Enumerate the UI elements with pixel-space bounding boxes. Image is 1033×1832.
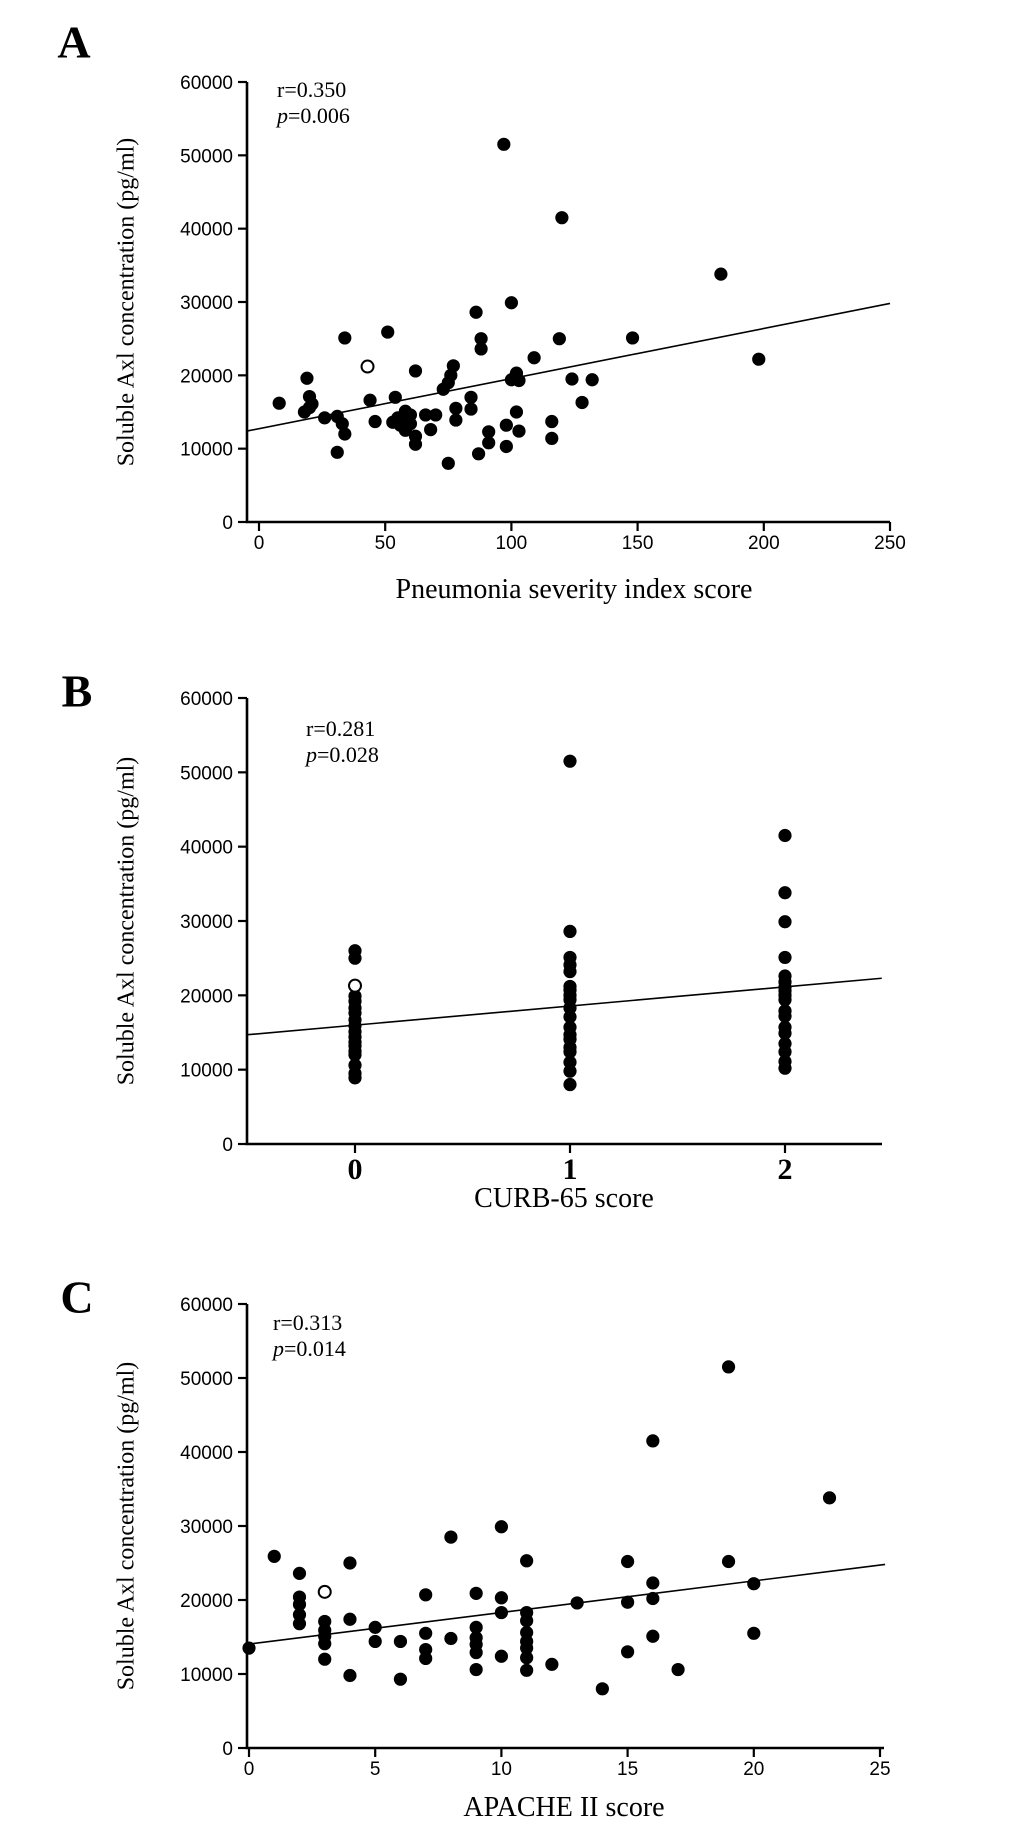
correlation-annotation-b [306, 716, 379, 768]
data-point [571, 1596, 584, 1609]
data-point [747, 1627, 760, 1640]
data-point [495, 1520, 508, 1533]
data-point [470, 1663, 483, 1676]
data-point [338, 427, 351, 440]
trend-line [247, 303, 890, 431]
data-point [409, 438, 422, 451]
data-point [563, 1078, 576, 1091]
p-value-c: p=0.014 [273, 1336, 346, 1361]
data-point [343, 1669, 356, 1682]
data-point [505, 296, 518, 309]
trend-line [246, 1564, 885, 1644]
y-axis-title-c: Soluble Axl concentration (pg/ml) [113, 1361, 140, 1691]
data-point [823, 1491, 836, 1504]
data-point [419, 1627, 432, 1640]
data-point [563, 755, 576, 768]
data-point [520, 1664, 533, 1677]
correlation-annotation-a [277, 77, 350, 129]
data-point [449, 413, 462, 426]
x-axis-tick-label: 25 [869, 1759, 891, 1780]
data-point [621, 1555, 634, 1568]
x-axis-tick-label: 0 [253, 533, 265, 554]
x-axis-tick-label: 250 [874, 533, 906, 554]
x-axis-tick-label: 200 [747, 533, 780, 554]
p-value-a: p=0.006 [277, 103, 350, 128]
data-point [778, 1062, 791, 1075]
x-axis-tick-label: 1 [562, 1153, 578, 1186]
data-point [646, 1576, 659, 1589]
data-point [545, 415, 558, 428]
data-point [419, 1652, 432, 1665]
y-axis-tick-label: 20000 [180, 1591, 233, 1612]
data-point [495, 1650, 508, 1663]
data-point [520, 1651, 533, 1664]
y-axis-tick-label: 30000 [180, 1517, 233, 1538]
data-point [381, 325, 394, 338]
data-point [331, 446, 344, 459]
data-point [369, 1635, 382, 1648]
y-axis-tick-label: 0 [222, 1739, 233, 1760]
data-point [348, 1071, 361, 1084]
x-axis-tick-label: 20 [743, 1759, 765, 1780]
data-point [722, 1555, 735, 1568]
y-axis-tick-label: 10000 [180, 1665, 233, 1686]
data-point [646, 1434, 659, 1447]
r-value-a: r=0.350 [277, 77, 347, 102]
data-point [273, 397, 286, 410]
data-point [363, 394, 376, 407]
data-point [472, 447, 485, 460]
y-axis-tick-label: 30000 [180, 293, 233, 314]
y-axis-tick-label: 60000 [180, 1295, 233, 1316]
data-point [528, 351, 541, 364]
data-point [369, 1621, 382, 1634]
data-point [429, 408, 442, 421]
data-point [497, 138, 510, 151]
data-point [495, 1606, 508, 1619]
y-axis-tick-label: 60000 [180, 689, 233, 710]
x-axis-tick-label: 5 [369, 1759, 381, 1780]
data-point [464, 391, 477, 404]
data-point [778, 951, 791, 964]
data-point [565, 372, 578, 385]
data-point [419, 1588, 432, 1601]
data-point [444, 1531, 457, 1544]
data-point [369, 415, 382, 428]
data-point [646, 1630, 659, 1643]
data-point [621, 1596, 634, 1609]
open-data-point [319, 1586, 331, 1598]
data-point [469, 306, 482, 319]
data-point [722, 1360, 735, 1373]
data-point [318, 1653, 331, 1666]
r-value-c: r=0.313 [273, 1310, 343, 1335]
x-axis-tick-label: 10 [490, 1759, 512, 1780]
data-point [563, 925, 576, 938]
panel-label-b: B [61, 665, 93, 717]
data-point [495, 1591, 508, 1604]
y-axis-tick-label: 40000 [180, 219, 233, 241]
data-point [409, 364, 422, 377]
y-axis-title-a: Soluble Axl concentration (pg/ml) [113, 137, 140, 467]
data-point [343, 1556, 356, 1569]
x-axis-title-b: CURB-65 score [474, 1183, 654, 1214]
y-axis-tick-label: 50000 [180, 1369, 233, 1390]
data-point [563, 1065, 576, 1078]
data-point [545, 1658, 558, 1671]
data-point [671, 1663, 684, 1676]
y-axis-tick-label: 10000 [180, 1060, 233, 1082]
r-value-b: r=0.281 [306, 716, 376, 741]
data-point [778, 886, 791, 899]
x-axis-tick-label: 15 [617, 1759, 639, 1780]
data-point [520, 1554, 533, 1567]
panel-label-c: C [60, 1271, 94, 1323]
open-data-point [362, 361, 374, 373]
data-point [242, 1642, 255, 1655]
data-point [293, 1567, 306, 1580]
data-point [464, 402, 477, 415]
data-point [300, 372, 313, 385]
y-axis-tick-label: 0 [222, 1135, 233, 1156]
data-point [318, 411, 331, 424]
x-axis-tick-label: 50 [374, 533, 396, 554]
data-point [293, 1617, 306, 1630]
data-point [555, 211, 568, 224]
panel-label-a: A [57, 16, 91, 68]
x-axis-tick-label: 100 [495, 533, 528, 554]
data-point [394, 1673, 407, 1686]
x-axis-tick-label: 150 [621, 533, 654, 554]
y-axis-tick-label: 30000 [180, 912, 233, 933]
data-point [747, 1577, 760, 1590]
x-axis-title-a: Pneumonia severity index score [395, 574, 753, 605]
y-axis-tick-label: 20000 [180, 986, 233, 1008]
data-point [394, 1635, 407, 1648]
data-point [586, 373, 599, 386]
correlation-annotation-c [273, 1310, 346, 1362]
data-point [752, 353, 765, 366]
x-axis-tick-label: 0 [243, 1759, 255, 1780]
data-point [348, 952, 361, 965]
data-point [343, 1613, 356, 1626]
data-point [520, 1614, 533, 1627]
data-point [563, 965, 576, 978]
data-point [626, 331, 639, 344]
data-point [389, 391, 402, 404]
data-point [470, 1587, 483, 1600]
data-point [442, 457, 455, 470]
y-axis-tick-label: 40000 [180, 837, 233, 859]
data-point [714, 268, 727, 281]
y-axis-tick-label: 50000 [180, 763, 233, 785]
y-axis-tick-label: 50000 [180, 146, 233, 168]
data-point [303, 401, 316, 414]
data-point [500, 419, 513, 432]
y-axis-tick-label: 0 [222, 513, 233, 534]
data-point [778, 829, 791, 842]
data-point [596, 1682, 609, 1695]
y-axis-tick-label: 40000 [180, 1443, 233, 1464]
y-axis-tick-label: 10000 [180, 439, 233, 461]
data-point [399, 405, 412, 418]
data-point [437, 383, 450, 396]
y-axis-title-b: Soluble Axl concentration (pg/ml) [113, 756, 140, 1086]
data-point [268, 1550, 281, 1563]
data-point [545, 432, 558, 445]
data-point [553, 332, 566, 345]
data-point [338, 331, 351, 344]
x-axis-tick-label: 0 [347, 1153, 363, 1186]
x-axis-tick-label: 2 [777, 1153, 793, 1186]
data-point [424, 423, 437, 436]
data-point [575, 396, 588, 409]
data-point [778, 915, 791, 928]
p-value-b: p=0.028 [306, 742, 379, 767]
data-point [646, 1592, 659, 1605]
data-point [444, 1632, 457, 1645]
data-point [512, 424, 525, 437]
x-axis-title-c: APACHE II score [463, 1792, 665, 1823]
y-axis-tick-label: 20000 [180, 366, 233, 388]
data-point [500, 440, 513, 453]
data-point [318, 1637, 331, 1650]
data-point [449, 402, 462, 415]
y-axis-tick-label: 60000 [180, 73, 233, 94]
data-point [510, 405, 523, 418]
data-point [482, 436, 495, 449]
data-point [621, 1645, 634, 1658]
data-point [470, 1646, 483, 1659]
data-point [475, 342, 488, 355]
data-point [512, 374, 525, 387]
open-data-point [349, 980, 361, 992]
